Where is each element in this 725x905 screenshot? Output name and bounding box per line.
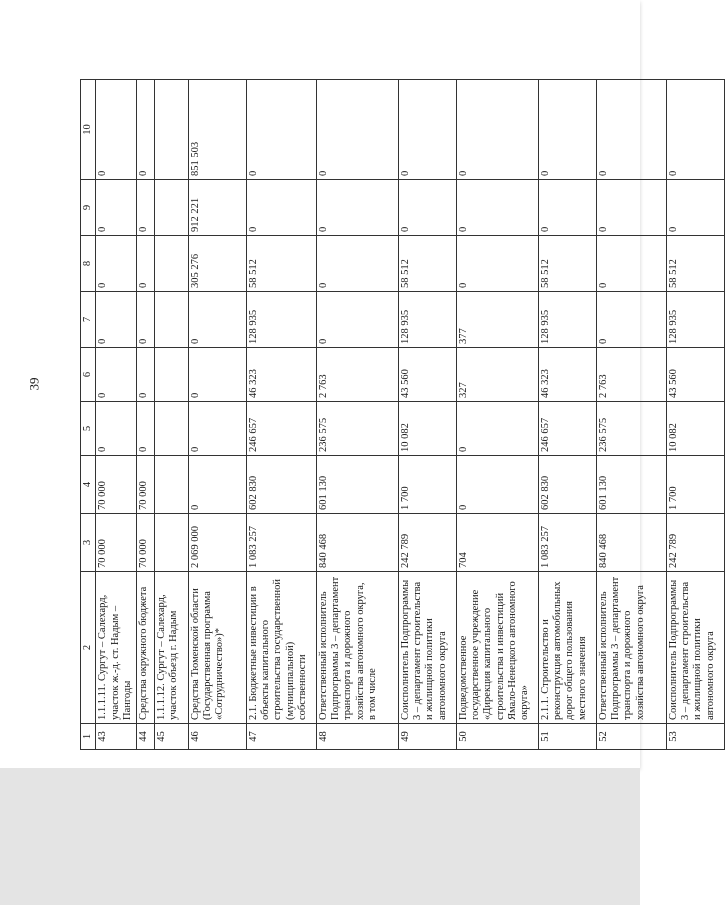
value-cell: 0 xyxy=(188,292,246,348)
table-row xyxy=(136,80,154,750)
budget-table xyxy=(80,79,725,750)
value-cell: 0 xyxy=(136,402,154,456)
value-cell: 0 xyxy=(398,80,456,180)
row-number-cell: 43 xyxy=(96,724,136,750)
value-cell: 70 000 xyxy=(96,456,136,514)
value-cell xyxy=(154,80,188,180)
value-cell: 0 xyxy=(666,80,724,180)
row-name-cell: Средства Тюменской области (Государственная программа «Сотрудничество»)* xyxy=(188,572,246,724)
value-cell: 0 xyxy=(96,80,136,180)
value-cell: 0 xyxy=(596,292,666,348)
value-cell: 0 xyxy=(456,180,538,236)
table-row xyxy=(188,80,246,750)
value-cell: 58 512 xyxy=(666,236,724,292)
background-area xyxy=(0,768,640,905)
table-row xyxy=(456,80,538,750)
value-cell: 70 000 xyxy=(96,514,136,572)
value-cell: 10 082 xyxy=(398,402,456,456)
table-row xyxy=(154,80,188,750)
table-row xyxy=(538,80,596,750)
header-cell: 4 xyxy=(81,456,96,514)
table-row xyxy=(246,80,316,750)
value-cell: 0 xyxy=(456,402,538,456)
table-row xyxy=(96,80,136,750)
value-cell xyxy=(154,180,188,236)
row-name-cell: Соисполнитель Подпрограммы 3 – департамент строительства и жилищной политики автономного округа xyxy=(666,572,724,724)
value-cell: 10 082 xyxy=(666,402,724,456)
value-cell: 0 xyxy=(136,180,154,236)
value-cell: 0 xyxy=(96,402,136,456)
table-header-row xyxy=(81,80,96,750)
value-cell xyxy=(154,292,188,348)
value-cell: 46 323 xyxy=(246,348,316,402)
value-cell: 0 xyxy=(188,402,246,456)
row-name-cell: Соисполнитель Подпрограммы 3 – департамент строительства и жилищной политики автономного округа xyxy=(398,572,456,724)
value-cell: 43 560 xyxy=(398,348,456,402)
value-cell: 2 069 000 xyxy=(188,514,246,572)
value-cell: 1 700 xyxy=(666,456,724,514)
value-cell: 0 xyxy=(96,236,136,292)
row-number-cell: 53 xyxy=(666,724,724,750)
header-cell: 5 xyxy=(81,402,96,456)
value-cell: 128 935 xyxy=(398,292,456,348)
value-cell: 305 276 xyxy=(188,236,246,292)
value-cell: 128 935 xyxy=(666,292,724,348)
value-cell: 0 xyxy=(136,348,154,402)
value-cell: 128 935 xyxy=(246,292,316,348)
value-cell: 1 083 257 xyxy=(246,514,316,572)
value-cell: 0 xyxy=(538,180,596,236)
value-cell: 246 657 xyxy=(246,402,316,456)
row-name-cell: Подведомственное государственное учреждение «Дирекция капитального строительства и инвестиций Ямало-Ненецкого автономного округа» xyxy=(456,572,538,724)
value-cell: 236 575 xyxy=(596,402,666,456)
row-name-cell: 2.1. Бюджетные инвестиции в объекты капитального строительства государственной (муниципальной) собственности xyxy=(246,572,316,724)
value-cell xyxy=(154,514,188,572)
value-cell: 58 512 xyxy=(246,236,316,292)
header-cell: 8 xyxy=(81,236,96,292)
row-number-cell: 47 xyxy=(246,724,316,750)
value-cell: 1 700 xyxy=(398,456,456,514)
value-cell: 0 xyxy=(398,180,456,236)
value-cell: 0 xyxy=(136,80,154,180)
value-cell: 327 xyxy=(456,348,538,402)
table-row xyxy=(596,80,666,750)
value-cell: 242 789 xyxy=(398,514,456,572)
row-name-cell: 1.1.1.12. Сургут – Салехард, участок объезд г. Надым xyxy=(154,572,188,724)
row-name-cell: Ответственный исполнитель Подпрограммы 3 – департамент транспорта и дорожного хозяйства автономного округа, в том числе xyxy=(316,572,398,724)
table-row xyxy=(316,80,398,750)
value-cell xyxy=(154,456,188,514)
value-cell: 840 468 xyxy=(316,514,398,572)
value-cell: 242 789 xyxy=(666,514,724,572)
header-cell: 2 xyxy=(81,572,96,724)
table-row xyxy=(666,80,724,750)
value-cell: 601 130 xyxy=(596,456,666,514)
value-cell xyxy=(154,402,188,456)
value-cell: 58 512 xyxy=(398,236,456,292)
row-number-cell: 46 xyxy=(188,724,246,750)
value-cell: 601 130 xyxy=(316,456,398,514)
value-cell: 58 512 xyxy=(538,236,596,292)
row-name-cell: 1.1.1.11. Сургут – Салехард, участок ж.-д. ст. Надым – Пангоды xyxy=(96,572,136,724)
row-name-cell: Ответственный исполнитель Подпрограммы 3 – департамент транспорта и дорожного хозяйства автономного округа xyxy=(596,572,666,724)
value-cell: 0 xyxy=(96,292,136,348)
value-cell: 0 xyxy=(538,80,596,180)
row-number-cell: 50 xyxy=(456,724,538,750)
row-number-cell: 49 xyxy=(398,724,456,750)
header-cell: 3 xyxy=(81,514,96,572)
value-cell: 0 xyxy=(96,348,136,402)
value-cell: 0 xyxy=(316,236,398,292)
value-cell: 0 xyxy=(596,80,666,180)
value-cell xyxy=(154,348,188,402)
header-cell: 6 xyxy=(81,348,96,402)
page-number: 39 xyxy=(26,377,42,391)
value-cell: 46 323 xyxy=(538,348,596,402)
rotated-table-wrapper xyxy=(80,80,716,750)
row-name-cell: 2.1.1. Строительство и реконструкция автомобильных дорог общего пользования местного значения xyxy=(538,572,596,724)
value-cell: 246 657 xyxy=(538,402,596,456)
value-cell xyxy=(154,236,188,292)
value-cell: 0 xyxy=(136,292,154,348)
value-cell: 840 468 xyxy=(596,514,666,572)
header-cell: 7 xyxy=(81,292,96,348)
value-cell: 0 xyxy=(456,80,538,180)
row-number-cell: 44 xyxy=(136,724,154,750)
value-cell: 2 763 xyxy=(316,348,398,402)
value-cell: 0 xyxy=(666,180,724,236)
value-cell: 70 000 xyxy=(136,456,154,514)
value-cell: 128 935 xyxy=(538,292,596,348)
value-cell: 43 560 xyxy=(666,348,724,402)
value-cell: 377 xyxy=(456,292,538,348)
value-cell: 236 575 xyxy=(316,402,398,456)
value-cell: 0 xyxy=(596,180,666,236)
value-cell: 0 xyxy=(188,348,246,402)
value-cell: 602 830 xyxy=(538,456,596,514)
row-number-cell: 51 xyxy=(538,724,596,750)
value-cell: 0 xyxy=(316,80,398,180)
value-cell: 912 221 xyxy=(188,180,246,236)
value-cell: 602 830 xyxy=(246,456,316,514)
value-cell: 0 xyxy=(96,180,136,236)
value-cell: 0 xyxy=(246,180,316,236)
value-cell: 0 xyxy=(316,180,398,236)
table-row xyxy=(398,80,456,750)
row-name-cell: Средства окружного бюджета xyxy=(136,572,154,724)
value-cell: 70 000 xyxy=(136,514,154,572)
header-cell: 1 xyxy=(81,724,96,750)
header-cell: 10 xyxy=(81,80,96,180)
value-cell: 0 xyxy=(596,236,666,292)
value-cell: 0 xyxy=(188,456,246,514)
row-number-cell: 52 xyxy=(596,724,666,750)
row-number-cell: 48 xyxy=(316,724,398,750)
value-cell: 0 xyxy=(456,236,538,292)
value-cell: 0 xyxy=(246,80,316,180)
value-cell: 2 763 xyxy=(596,348,666,402)
value-cell: 1 083 257 xyxy=(538,514,596,572)
value-cell: 0 xyxy=(456,456,538,514)
header-cell: 9 xyxy=(81,180,96,236)
value-cell: 0 xyxy=(136,236,154,292)
value-cell: 704 xyxy=(456,514,538,572)
row-number-cell: 45 xyxy=(154,724,188,750)
value-cell: 0 xyxy=(316,292,398,348)
value-cell: 851 503 xyxy=(188,80,246,180)
